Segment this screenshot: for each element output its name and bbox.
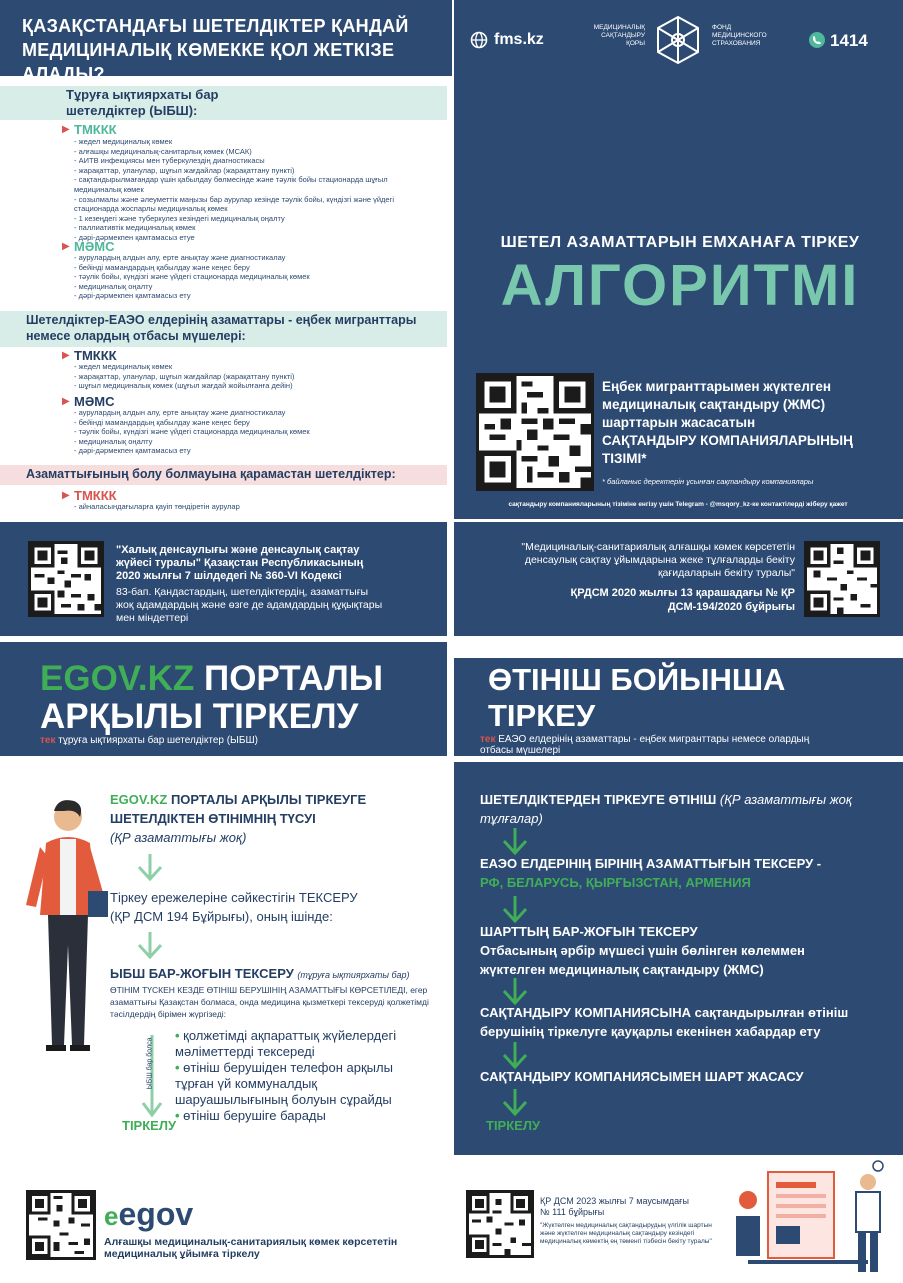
group2-mams-label: МӘМС [74,394,115,409]
down-arrow-icon [500,826,530,856]
app-step1 [480,790,860,828]
group1-mams-list [74,253,414,301]
list-item: - дәрі-дәрмекпен қамтамасыз ету [74,291,414,301]
site-link[interactable]: fms.kz [494,31,544,48]
group2-tmkkk-label: ТМККК [74,348,117,363]
egov-step2: Тіркеу ережелеріне сәйкестігін ТЕКСЕРУ (ҚР ДСМ 194 Бұйрығы), оның ішінде: [110,890,358,924]
fund-logo-icon [652,14,704,66]
list-item: - алғашқы медициналық-санитарлық көмек (МСАК) [74,147,414,157]
red-arrow-icon: ▶ [62,124,70,135]
egov-check-list [175,1028,430,1124]
egov-step1-note: (ҚР азаматтығы жоқ) [110,830,247,845]
only-label: тек [40,735,56,746]
algorithm-subtitle: ШЕТЕЛ АЗАМАТТАРЫН ЕМХАНАҒА ТІРКЕУ [500,234,860,251]
egov-step1-brand: EGOV.KZ [110,792,168,807]
law-left-title: "Халық денсаулығы және денсаулық сақтау жүйесі туралы" Қазақстан Республикасының 2020 жылғы 7 шілдедегі № 360-VI Кодексі [116,544,364,582]
order-footer-text: "Жүктелген медициналық сақтандырудың үлгілік шартын және жүктелген медициналық сақтандыру кезіндегі медициналық көмектің ең төменгі тізбесін бекіту туралы" [540,1222,712,1245]
egov-step3-text: ӨТІНІМ ТҮСКЕН КЕЗДЕ ӨТІНІШ БЕРУШІНІҢ АЗАМАТТЫҒЫ КӨРСЕТІЛЕДІ, егер азаматтығы Қазақстан болмаса, онда медицина қызметкері тексеруді қолжетімді тәсілдердің бірімен жүргізеді: [110,985,429,1019]
down-arrow-icon [135,852,165,882]
egov-logo-icon: e [104,1201,119,1231]
list-item: - жедел медициналық көмек [74,137,414,147]
list-item: - аурулардың алдын алу, ерте анықтау және диагностикалау [74,253,414,263]
red-arrow-icon: ▶ [62,490,70,501]
egov-title-line2: АРҚЫЛЫ ТІРКЕЛУ [40,697,359,736]
app-step2-text: ЕАЭО ЕЛДЕРІНІҢ БІРІНІҢ АЗАМАТТЫҒЫН ТЕКСЕРУ - [480,856,822,871]
group3-tmkkk-list [74,502,414,512]
list-item: - жедел медициналық көмек [74,362,414,372]
insurers-text-line2: САҚТАНДЫРУ КОМПАНИЯЛАРЫНЫҢ ТІЗІМІ* [602,433,853,466]
group1-title: Тұруға ықтиярхаты бар шетелдіктер (ЫБШ): [66,87,219,118]
egov-title-brand: EGOV.KZ [40,659,195,698]
application-title-line2: ТІРКЕУ [488,698,596,733]
qr-code-law-left[interactable] [28,541,104,617]
list-item: - паллиативтік медициналық көмек [74,223,414,233]
header-bar [0,0,903,84]
group1-mams-label: МӘМС [74,239,115,254]
red-arrow-icon: ▶ [62,396,70,407]
globe-icon [470,31,488,49]
divider [452,0,454,76]
egov-step3-title [110,966,440,981]
group2-mams-list [74,408,414,456]
header-title-line1: ҚАЗАҚСТАНДАҒЫ ШЕТЕЛДІКТЕР ҚАНДАЙ [22,16,409,36]
phone-icon [808,31,826,49]
group2-title: Шетелдіктер-ЕАЭО елдерінің азаматтары - еңбек мигранттары немесе олардың отбасы мүшелері: [26,313,417,343]
red-arrow-icon: ▶ [62,350,70,361]
list-item: - медициналық оңалту [74,282,414,292]
fund-name-ru: ФОНД МЕДИЦИНСКОГО СТРАХОВАНИЯ [712,24,767,47]
down-arrow-icon [500,976,530,1006]
list-item: - тәулік бойы, күндізгі және үйдегі стационарда медициналық көмек [74,272,414,282]
vertical-flow-label: ЫБШ бар болса [146,1037,154,1090]
egov-step3-title-text: ЫБШ БАР-ЖОҒЫН ТЕКСЕРУ [110,966,294,981]
application-title-line1: ӨТІНІШ БОЙЫНША [488,662,786,697]
egov-title-part2: ПОРТАЛЫ [204,659,384,698]
egov-logo [104,1196,193,1233]
list-item: - 1 кезеңдегі және туберкулез кезіндегі медициналық оңалту [74,214,414,224]
app-step2-countries: РФ, БЕЛАРУСЬ, ҚЫРҒЫЗСТАН, АРМЕНИЯ [480,875,751,890]
list-item: • өтініш берушіге барады [175,1108,430,1124]
application-only-note [480,734,840,756]
down-arrow-icon [500,1040,530,1070]
list-item: • қолжетімді ақпараттық жүйелердегі мәліметтерді тексереді [175,1028,430,1060]
list-item: - сақтандырылмағандар үшін қабылдау бөлмесінде және тәулік бойы стационарда шұғыл медициналық көмек [74,175,414,194]
app-final-step: ТІРКЕЛУ [486,1118,541,1133]
app-step2 [480,854,860,892]
list-item: - дәрі-дәрмекпен қамтамасыз етуе [74,233,414,243]
egov-step1-text: ПОРТАЛЫ АРҚЫЛЫ ТІРКЕУГЕ ШЕТЕЛДІКТЕН ӨТІНІМНІҢ ТҮСУІ [110,792,367,826]
group3-tmkkk-label: ТМККК [74,488,117,503]
header-title-line2: МЕДИЦИНАЛЫҚ КӨМЕККЕ ҚОЛ ЖЕТКІЗЕ АЛАДЫ? [22,40,395,84]
order-footer-title: ҚР ДСМ 2023 жылғы 7 маусымдағы № 111 бұйрығы [540,1196,689,1217]
only-text: ЕАЭО елдерінің азаматтары - еңбек мигранттары немесе олардың отбасы мүшелері [480,734,810,756]
qr-code-insurers[interactable] [476,373,594,491]
list-item: - шұғыл медициналық көмек (шұғыл жағдай жойылғанға дейін) [74,381,414,391]
app-step3-title: ШАРТТЫҢ БАР-ЖОҒЫН ТЕКСЕРУ [480,924,698,939]
list-item: - жарақаттар, уланулар, шұғыл жағдайлар (жарақаттану пункті) [74,372,414,382]
list-item: - жарақаттар, уланулар, шұғыл жағдайлар (жарақаттану пункті) [74,166,414,176]
list-item: - айналасындағыларға қауіп төндіретін аурулар [74,502,414,512]
only-label: тек [480,734,496,745]
insurers-footnote: * байланыс деректерін ұсынған сақтандыру компаниялары [602,477,814,486]
egov-step1 [110,790,410,847]
algorithm-title: АЛГОРИТМІ [500,253,860,318]
list-item: - бейінді мамандардың қабылдау және кеңес беру [74,263,414,273]
app-step1-text: ШЕТЕЛДІКТЕРДЕН ТІРКЕУГЕ ӨТІНІШ [480,792,717,807]
red-arrow-icon: ▶ [62,241,70,252]
group3-title: Азаматтығының болу болмауына қарамастан шетелдіктер: [26,467,396,481]
app-step3 [480,922,850,979]
down-arrow-icon [135,930,165,960]
telegram-note: сақтандыру компанияларының тізіміне енгізу үшін Telegram - @msqory_kz-ке контактілерді жіберу қажет [508,501,848,508]
app-step3-text: Отбасының әрбір мүшесі үшін бөлінген көлеммен жүктелген медициналық сақтандыру (ЖМС) [480,943,805,977]
insurers-text [602,378,892,468]
list-item: - созылмалы және әлеуметтік маңызы бар аурулар кезінде тәулік бойы, күндізгі және үйдегі стационарда жоспарлы медициналық көмек [74,195,414,214]
list-item: - медициналық оңалту [74,437,414,447]
office-illustration [728,1160,898,1278]
list-item: - АИТВ инфекциясы мен туберкулездің диагностикасы [74,156,414,166]
list-item: - бейінді мамандардың қабылдау және кеңес беру [74,418,414,428]
only-text: тұруға ықтиярхаты бар шетелдіктер (ЫБШ) [58,735,258,746]
list-item: - тәулік бойы, күндізгі және үйдегі стационарда медициналық көмек [74,427,414,437]
egov-title [40,660,383,736]
group2-tmkkk-list [74,362,414,391]
insurers-text-line1: Еңбек мигранттарымен жүктелген медициналық сақтандыру (ЖМС) шарттарын жасасатын [602,379,832,430]
law-left-text: 83-бап. Қандастардың, шетелдіктердің, азаматтығы жоқ адамдардың және өзге де адамдардың құқықтары мен міндеттері [116,586,383,624]
header-title [22,14,452,86]
list-item: • өтініш берушіден телефон арқылы тұрған үй коммуналдық шаруашылығының болуын сұрайды [175,1060,430,1108]
qr-code-egov[interactable] [26,1190,96,1260]
egov-final-step: ТІРКЕЛУ [122,1118,177,1133]
egov-only-note [40,735,258,746]
down-arrow-icon [500,1087,530,1117]
egov-footer-text: Алғашқы медициналық-санитариялық көмек көрсететін медициналық ұйымға тіркелу [104,1236,398,1260]
egov-step3-note: (тұруға ықтиярхаты бар) [297,970,410,980]
application-title [488,662,785,734]
law-right-title: "Медициналық-санитариялық алғашқы көмек көрсететін денсаулық сақтау ұйымдарына жеке тұлғаларды бекіту қағидаларын бекіту туралы" [521,541,795,579]
app-step5: САҚТАНДЫРУ КОМПАНИЯСЫМЕН ШАРТ ЖАСАСУ [480,1069,804,1084]
list-item: - аурулардың алдын алу, ерте анықтау және диагностикалау [74,408,414,418]
list-item: - дәрі-дәрмекпен қамтамасыз ету [74,446,414,456]
egov-logo-text: egov [118,1196,194,1232]
phone-number[interactable]: 1414 [830,31,868,50]
law-right-text: ҚРДСМ 2020 жылғы 13 қарашадағы № ҚР ДСМ-194/2020 бұйрығы [570,587,795,613]
app-step4: САҚТАНДЫРУ КОМПАНИЯСЫНА сақтандырылған өтініш берушінің тіркелуге қауқарлы екенінен хабардар ету [480,1005,849,1039]
person-illustration [18,795,113,1055]
group1-tmkkk-list [74,137,414,243]
fund-name-kz: МЕДИЦИНАЛЫҚ САҚТАНДЫРУ ҚОРЫ [593,24,645,47]
app-step1-note: (ҚР азаматтығы жоқ тұлғалар) [480,792,853,826]
group1-tmkkk-label: ТМККК [74,122,117,137]
qr-code-law-right[interactable] [804,541,880,617]
down-arrow-icon [500,894,530,924]
qr-code-order[interactable] [466,1190,534,1258]
